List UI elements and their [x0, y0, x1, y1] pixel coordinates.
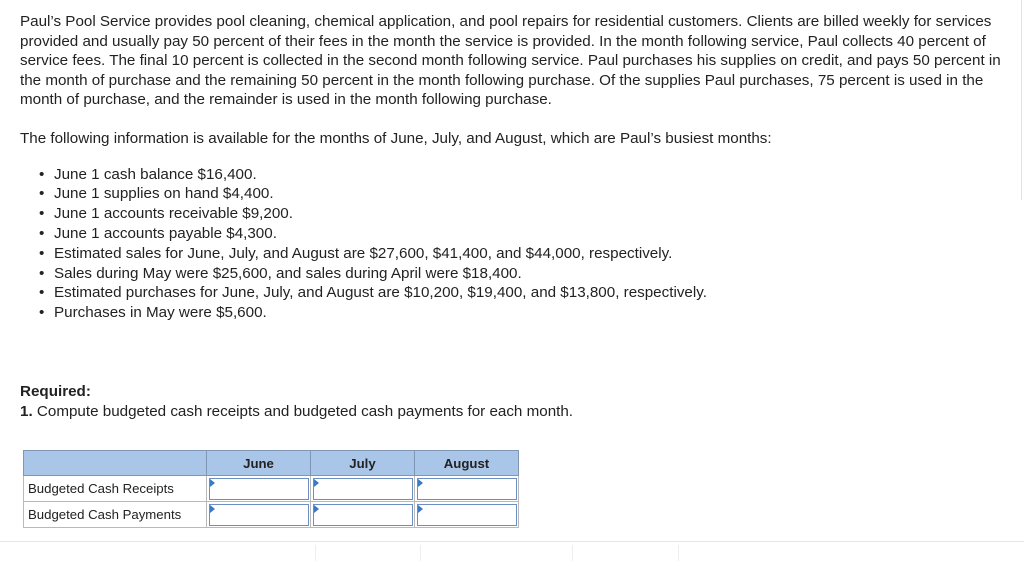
- header-august: August: [415, 451, 519, 476]
- cell-payments-june: [207, 502, 311, 528]
- question-text: Compute budgeted cash receipts and budgeted cash payments for each month.: [36, 403, 574, 420]
- divider-tick: [420, 545, 421, 561]
- input-flag-icon: [418, 479, 423, 487]
- payments-july-input[interactable]: [314, 505, 412, 525]
- list-item: • Purchases in May were $5,600.: [39, 304, 267, 322]
- bullet-icon: •: [39, 205, 45, 223]
- receipts-july-input[interactable]: [314, 479, 412, 499]
- divider-tick: [315, 545, 316, 561]
- bullet-icon: •: [39, 264, 45, 282]
- table-row: [24, 502, 519, 528]
- row-label-receipts: Budgeted Cash Receipts: [24, 476, 207, 502]
- problem-content: [20, 12, 1015, 323]
- intro-paragraph: Paul’s Pool Service provides pool cleaning, chemical application, and pool repairs for residential customers. Clients are billed weekly for services provided and usually pay 50 percent of their fees in the month the service is provided. In the month following service, Paul collects 40 percent of service fees. The final 10 percent is collected in the second month following service. Paul purchases his supplies on credit, and pays 50 percent in the month of purchase and the remaining 50 percent in the month following purchase. Of the supplies Paul purchases, 75 percent is used in the month of purchase, and the remainder is used in the month following purchase.: [20, 13, 1001, 109]
- cell-payments-july: [311, 502, 415, 528]
- cell-receipts-june: [207, 476, 311, 502]
- header-june: June: [207, 451, 311, 476]
- row-label-payments: Budgeted Cash Payments: [24, 502, 207, 528]
- cell-receipts-august: [415, 476, 519, 502]
- header-july: July: [311, 451, 415, 476]
- list-item: • Sales during May were $25,600, and sales during April were $18,400.: [39, 264, 522, 282]
- list-item: • June 1 supplies on hand $4,400.: [39, 185, 274, 203]
- header-corner: [24, 451, 207, 476]
- payments-august-input[interactable]: [418, 505, 516, 525]
- input-flag-icon: [418, 505, 423, 513]
- list-item: • June 1 accounts receivable $9,200.: [39, 205, 293, 223]
- payments-june-input[interactable]: [210, 505, 308, 525]
- scroll-edge: [1021, 0, 1022, 200]
- bottom-divider: [0, 541, 1024, 542]
- answer-table: [23, 450, 519, 528]
- bullet-icon: •: [39, 244, 45, 262]
- info-lead: The following information is available for the months of June, July, and August, which are Paul’s busiest months:: [20, 129, 772, 147]
- bullet-icon: •: [39, 165, 45, 183]
- input-flag-icon: [314, 505, 319, 513]
- required-question: [20, 402, 573, 422]
- table-row: [24, 476, 519, 502]
- bullet-icon: •: [39, 224, 45, 242]
- cell-payments-august: [415, 502, 519, 528]
- list-item: • Estimated purchases for June, July, and August are $10,200, $19,400, and $13,800, respectively.: [39, 284, 707, 302]
- input-flag-icon: [314, 479, 319, 487]
- cell-receipts-july: [311, 476, 415, 502]
- receipts-june-input[interactable]: [210, 479, 308, 499]
- receipts-august-input[interactable]: [418, 479, 516, 499]
- bullet-icon: •: [39, 284, 45, 302]
- required-section: [20, 382, 573, 422]
- divider-tick: [572, 545, 573, 561]
- input-flag-icon: [210, 479, 215, 487]
- info-list: [20, 165, 1015, 323]
- list-item: • June 1 accounts payable $4,300.: [39, 224, 277, 242]
- bullet-icon: •: [39, 185, 45, 203]
- list-item: • Estimated sales for June, July, and August are $27,600, $41,400, and $44,000, respectively.: [39, 244, 673, 262]
- table-header-row: [24, 451, 519, 476]
- divider-tick: [678, 545, 679, 561]
- question-number: 1.: [20, 403, 33, 420]
- required-title: Required:: [20, 383, 91, 400]
- input-flag-icon: [210, 505, 215, 513]
- bullet-icon: •: [39, 304, 45, 322]
- list-item: • June 1 cash balance $16,400.: [39, 165, 257, 183]
